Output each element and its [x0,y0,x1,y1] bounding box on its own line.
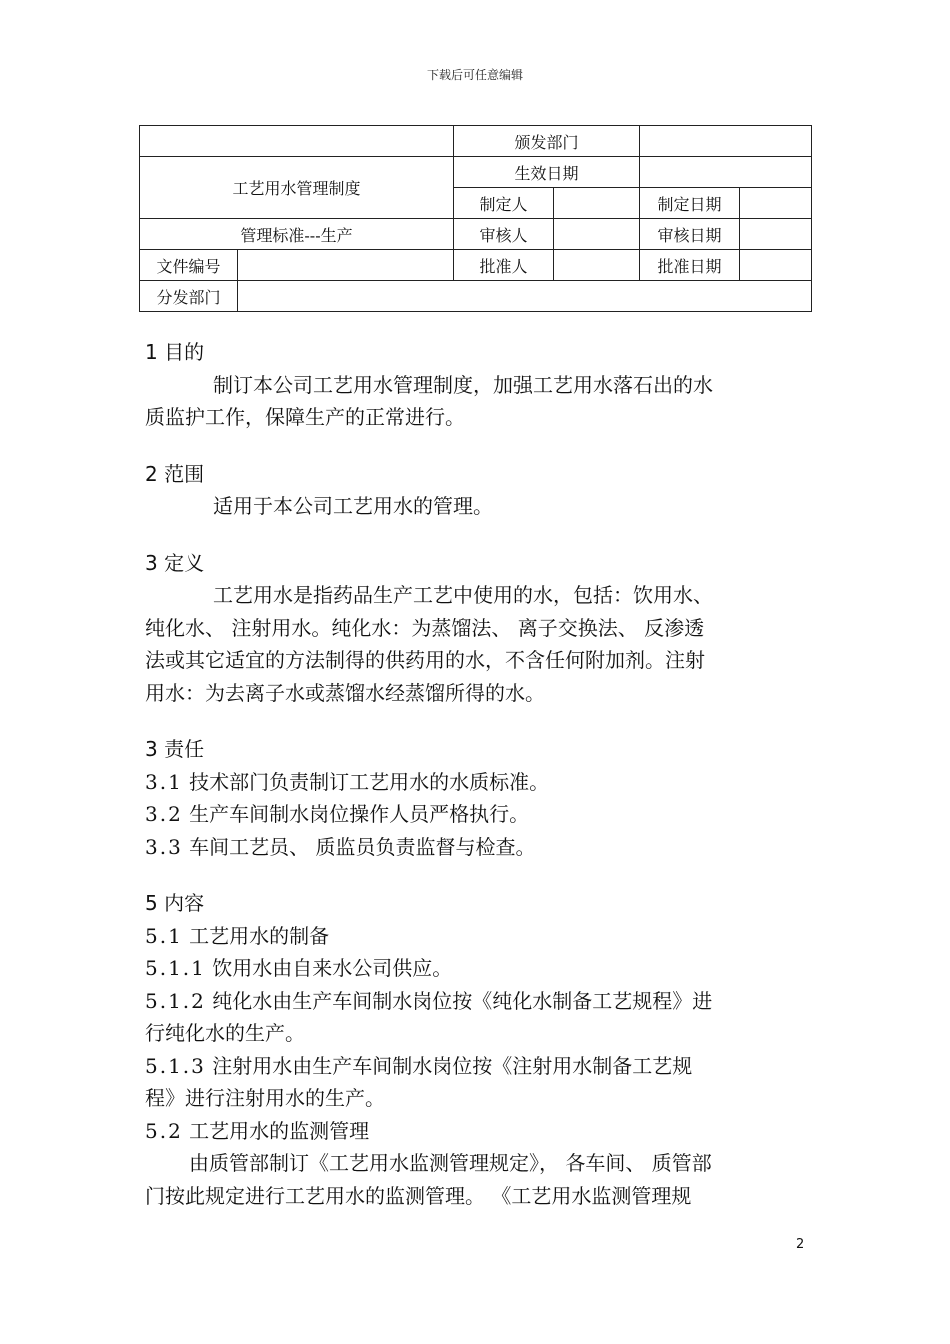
section-heading: 2 范围 [145,461,205,486]
item-number: 5.1 [145,923,183,948]
section-heading: 5 内容 [145,891,205,915]
section-heading: 3 责任 [145,737,205,761]
issue-dept-label: 颁发部门 [454,126,640,157]
reviewer-value [554,219,640,250]
item-text: 生产车间制水岗位操作人员严格执行。 [189,802,530,826]
item-number: 5.2 [145,1118,183,1143]
doc-no-value [238,250,454,281]
item-text: 技术部门负责制订工艺用水的水质标准。 [189,769,550,794]
doc-title: 工艺用水管理制度 [140,157,454,219]
paragraph-line: 程》进行注射用水的生产。 [145,1086,385,1110]
list-item [145,798,813,831]
issue-dept-value [640,126,812,157]
item-number: 5.1.2 [145,988,206,1013]
table-cell-empty [140,126,454,157]
effective-date-label: 生效日期 [454,157,640,188]
item-text: 纯化水由生产车间制水岗位按《纯化水制备工艺规程》进 [212,988,713,1013]
item-text: 工艺用水的制备 [189,923,330,948]
reviewer-label: 审核人 [454,219,554,250]
item-number: 5.1.3 [145,1053,206,1078]
author-label: 制定人 [454,188,554,219]
distribution-label: 分发部门 [140,281,238,312]
list-item [145,920,813,953]
review-date-label: 审核日期 [640,219,740,250]
paragraph-line: 由质管部制订《工艺用水监测管理规定》， 各车间、 质管部 [189,1151,712,1175]
distribution-value [238,281,812,312]
doc-no-label: 文件编号 [140,250,238,281]
paragraph-line: 用水：为去离子水或蒸馏水经蒸馏所得的水。 [145,680,545,705]
paragraph-line: 制订本公司工艺用水管理制度，加强工艺用水落石出的水 [213,372,713,397]
header-note: 下载后可任意编辑 [426,68,523,82]
review-date-value [740,219,812,250]
author-value [554,188,640,219]
item-text: 饮用水由自来水公司供应。 [212,956,453,980]
paragraph-line: 行纯化水的生产。 [145,1021,305,1045]
author-date-value [740,188,812,219]
item-number: 5.1.1 [145,956,206,980]
document-body [145,336,813,1212]
list-item [145,1050,813,1083]
list-item [145,831,813,864]
approve-date-value [740,250,812,281]
section-heading: 3 定义 [145,550,205,575]
paragraph-line: 门按此规定进行工艺用水的监测管理。 《工艺用水监测管理规 [145,1183,692,1208]
section-heading: 1 目的 [145,340,205,364]
item-text: 车间工艺员、 质监员负责监督与检查。 [189,834,536,859]
paragraph-line: 纯化水、 注射用水。纯化水：为蒸馏法、 离子交换法、 反渗透 [145,615,705,640]
list-item [145,952,813,985]
approver-value [554,250,640,281]
item-text: 注射用水由生产车间制水岗位按《注射用水制备工艺规 [212,1053,693,1078]
paragraph-line: 适用于本公司工艺用水的管理。 [213,494,493,518]
effective-date-value [640,157,812,188]
paragraph-line: 法或其它适宜的方法制得的供药用的水，不含任何附加剂。注射 [145,648,705,672]
approve-date-label: 批准日期 [640,250,740,281]
paragraph-line: 工艺用水是指药品生产工艺中使用的水，包括：饮用水、 [213,583,713,607]
document-info-table [139,125,812,312]
standard-type: 管理标准---生产 [140,219,454,250]
page-number: 2 [796,1237,805,1252]
author-date-label: 制定日期 [640,188,740,219]
item-number: 3.3 [145,834,183,859]
item-number: 3.2 [145,802,183,826]
paragraph-line: 质监护工作，保障生产的正常进行。 [145,405,465,429]
list-item [145,1115,813,1148]
approver-label: 批准人 [454,250,554,281]
list-item [145,985,813,1018]
item-text: 工艺用水的监测管理 [189,1118,370,1143]
list-item [145,766,813,799]
item-number: 3.1 [145,769,183,794]
